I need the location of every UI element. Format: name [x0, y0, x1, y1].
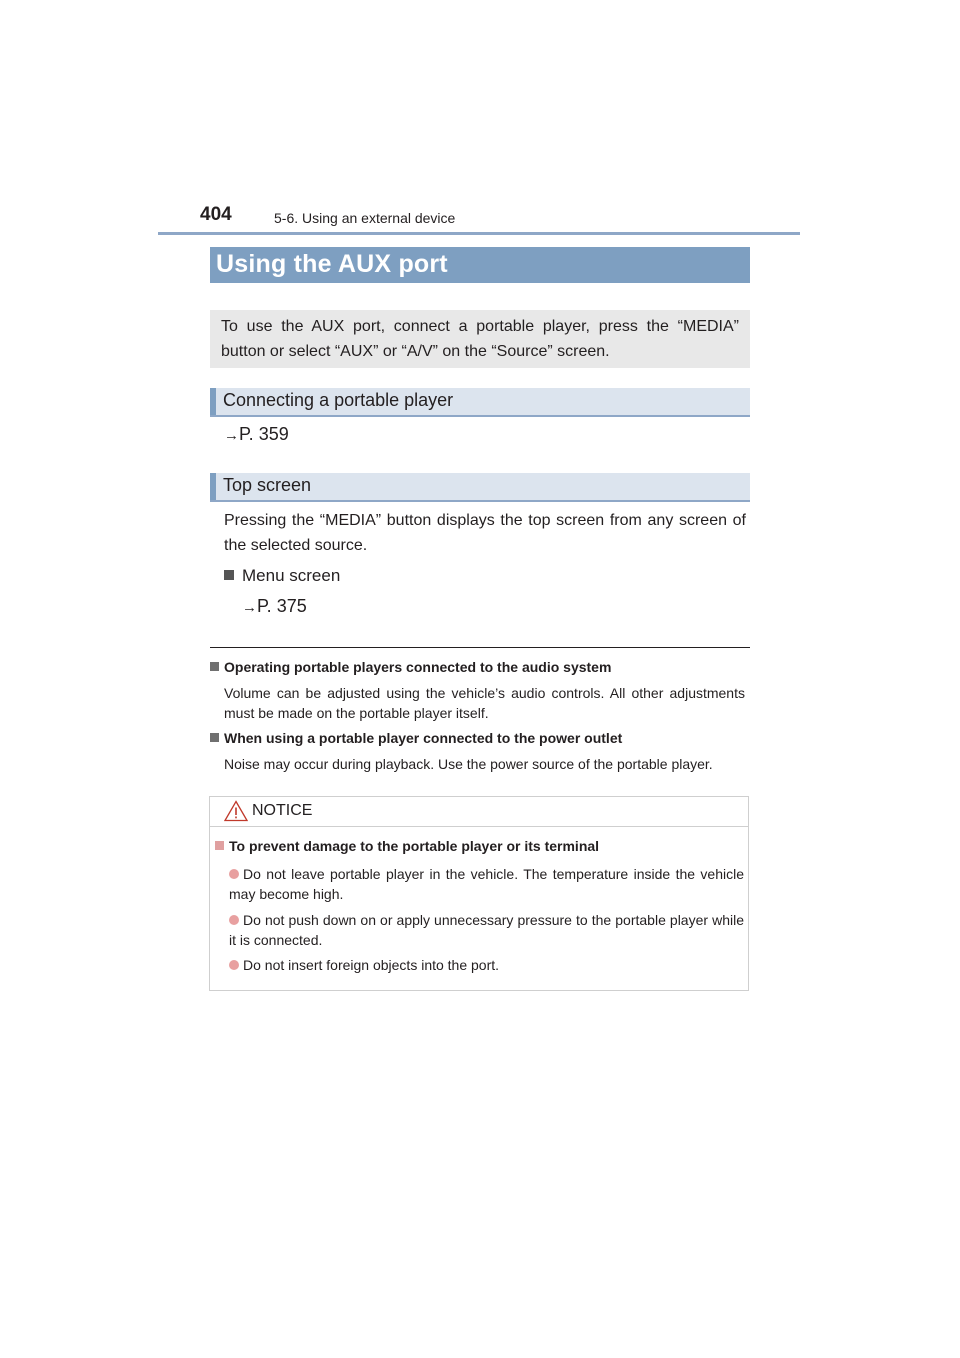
- notice-heading-text: To prevent damage to the portable player or its terminal: [229, 838, 600, 854]
- connecting-reference[interactable]: [224, 424, 289, 445]
- warning-triangle-icon: [224, 800, 248, 822]
- square-bullet-icon: [210, 733, 219, 742]
- section-accent-bar: [210, 388, 216, 415]
- intro-text: To use the AUX port, connect a portable player, press the “MEDIA” button or select “AUX” or “A/V” on the “Source” screen.: [221, 318, 739, 360]
- page-title: Using the AUX port: [216, 250, 448, 278]
- notice-list-item: [229, 955, 744, 975]
- note-heading-text: Operating portable players connected to the audio system: [224, 659, 612, 675]
- note-heading: [210, 659, 611, 675]
- arrow-right-icon: →: [224, 427, 239, 444]
- notice-label: NOTICE: [252, 802, 313, 819]
- notice-heading: [215, 838, 599, 854]
- notes-divider: [210, 647, 750, 648]
- notice-divider: [210, 826, 748, 827]
- menu-ref-page: P. 375: [257, 596, 307, 616]
- section-accent-bar: [210, 473, 216, 500]
- top-screen-body: Pressing the “MEDIA” button displays the top screen from any screen of the selected source.: [224, 512, 746, 554]
- menu-screen-heading: [224, 566, 340, 586]
- notice-list-item: [229, 910, 744, 950]
- section-top-screen-label: Top screen: [223, 475, 312, 495]
- menu-screen-reference[interactable]: [242, 596, 307, 617]
- notice-item-text: Do not push down on or apply unnecessary pressure to the portable player while it is connected.: [229, 912, 744, 948]
- note-heading: [210, 730, 622, 746]
- chapter-title: 5-6. Using an external device: [274, 210, 456, 226]
- page-number: 404: [200, 204, 232, 225]
- menu-screen-label: Menu screen: [242, 566, 341, 585]
- circle-bullet-icon: [229, 869, 239, 879]
- notice-list-item: [229, 864, 744, 904]
- notice-item-text: Do not leave portable player in the vehicle. The temperature inside the vehicle may become high.: [229, 866, 744, 902]
- circle-bullet-icon: [229, 960, 239, 970]
- section-connecting-header: [210, 388, 750, 417]
- square-bullet-icon: [215, 841, 224, 850]
- section-connecting-label: Connecting a portable player: [223, 390, 454, 410]
- note-text: Volume can be adjusted using the vehicle’s audio controls. All other adjustments must be made on the portable player itself.: [224, 685, 745, 721]
- square-bullet-icon: [224, 570, 234, 580]
- square-bullet-icon: [210, 662, 219, 671]
- note-heading-text: When using a portable player connected to the power outlet: [224, 730, 623, 746]
- notice-item-text: Do not insert foreign objects into the port.: [243, 957, 500, 973]
- circle-bullet-icon: [229, 915, 239, 925]
- arrow-right-icon: →: [242, 599, 257, 616]
- section-top-screen-header: [210, 473, 750, 502]
- header-divider: [158, 232, 800, 235]
- connecting-ref-page: P. 359: [239, 424, 289, 444]
- note-text: Noise may occur during playback. Use the power source of the portable player.: [224, 756, 713, 772]
